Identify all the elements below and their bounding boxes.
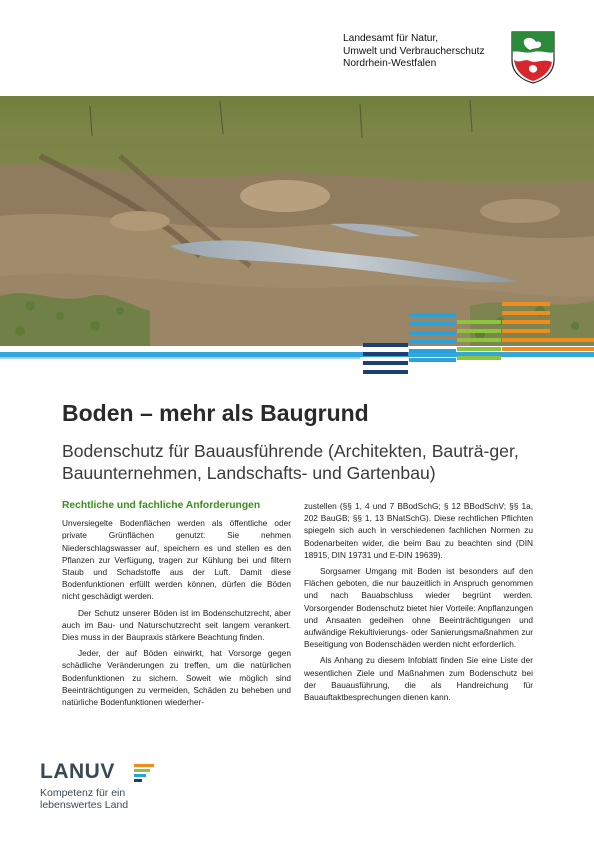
light-blue-divider-stripe <box>0 357 360 359</box>
section-heading: Rechtliche und fachliche Anforderungen <box>62 500 261 511</box>
tagline-line-2: lebenswertes Land <box>40 799 129 811</box>
hero-photo <box>0 96 594 346</box>
authority-line-1: Landesamt für Natur, <box>343 33 439 44</box>
authority-line-2: Umwelt und Verbraucherschutz <box>343 45 485 57</box>
authority-name <box>343 33 485 71</box>
disturbed-soil-photo-illustration <box>0 96 594 346</box>
logo-tagline <box>40 787 128 811</box>
page-subtitle: Bodenschutz für Bauausführende (Architekten, Bauträ-ger, Bauunternehmen, Landschafts- und Gartenbau) <box>62 441 519 483</box>
left-text-column <box>62 500 291 708</box>
paragraph: Als Anhang zu diesem Infoblatt finden Sie eine Liste der wesentlichen Ziele und Maßnahmen zum Bodenschutz bei der Bauausführung, die als Handreichung für Bauauftaktbesprechungen dienen kann. <box>304 655 533 703</box>
paragraph: zustellen (§§ 1, 4 und 7 BBodSchG; § 12 BBodSchV; §§ 1a, 202 BauGB; §§ 1, 13 BNatSchG). Diese rechtlichen Pflichten spiegeln sich auch in verschiedenen fachlichen Normen zu Bodenarbeiten wider, die beim Bau zu beachten sind (DIN 18915, DIN 19731 und E-DIN 19639). <box>304 501 533 560</box>
logo-wordmark: LANUV <box>40 760 115 783</box>
paragraph: Unversiegelte Bodenflächen werden als öffentliche oder private Grünflächen genutzt: Sie nehmen Niederschlagswasser auf, speichern es und stellen es den Pflanzen zur Verfügung, tragen zur Kühlung bei und filtern Staub und Schadstoffe aus der Luft. Damit diese Bodenfunktionen erfüllt werden können, dürfen die Böden nicht geschädigt werden. <box>62 518 291 602</box>
paragraph: Sorgsamer Umgang mit Boden ist besonders auf den Flächen geboten, die nur bauzeitlich in Anspruch genommen und nach Bauabschluss wieder begrünt werden. Vorsorgender Bodenschutz bietet hier Vorteile: Anpflanzungen und Ansaaten gedeihen ohne Beeinträchtigungen und aufwändige Rekultivierungs- oder Sanierungsmaßnahmen zur Beseitigung von Bodenschäden werden nicht erforderlich. <box>304 566 533 650</box>
bar-group-dark-blue <box>363 343 408 374</box>
paragraph: Der Schutz unserer Böden ist im Bodenschutzrecht, aber auch im Bau- und Naturschutzrecht seit langem verankert. Dies muss in der Baupraxis stärkere Beachtung finden. <box>62 607 291 643</box>
logo-stripes-icon <box>134 764 154 782</box>
lanuv-logo <box>40 760 128 811</box>
authority-line-3: Nordrhein-Westfalen <box>343 58 437 70</box>
tagline-line-1: Kompetenz für ein <box>40 787 126 799</box>
paragraph: Jeder, der auf Böden einwirkt, hat Vorsorge gegen schädliche Veränderungen zu treffen, um die natürlichen Bodenfunktionen zu sichern. Soweit wie möglich sind Beeinträchtigungen zu vermeiden, Schäden zu beheben und natürliche Bodenfunktionen wiederher- <box>62 648 291 708</box>
page-title: Boden – mehr als Baugrund <box>62 400 369 426</box>
nrw-coat-of-arms-icon <box>510 30 556 84</box>
right-text-column <box>304 500 533 703</box>
